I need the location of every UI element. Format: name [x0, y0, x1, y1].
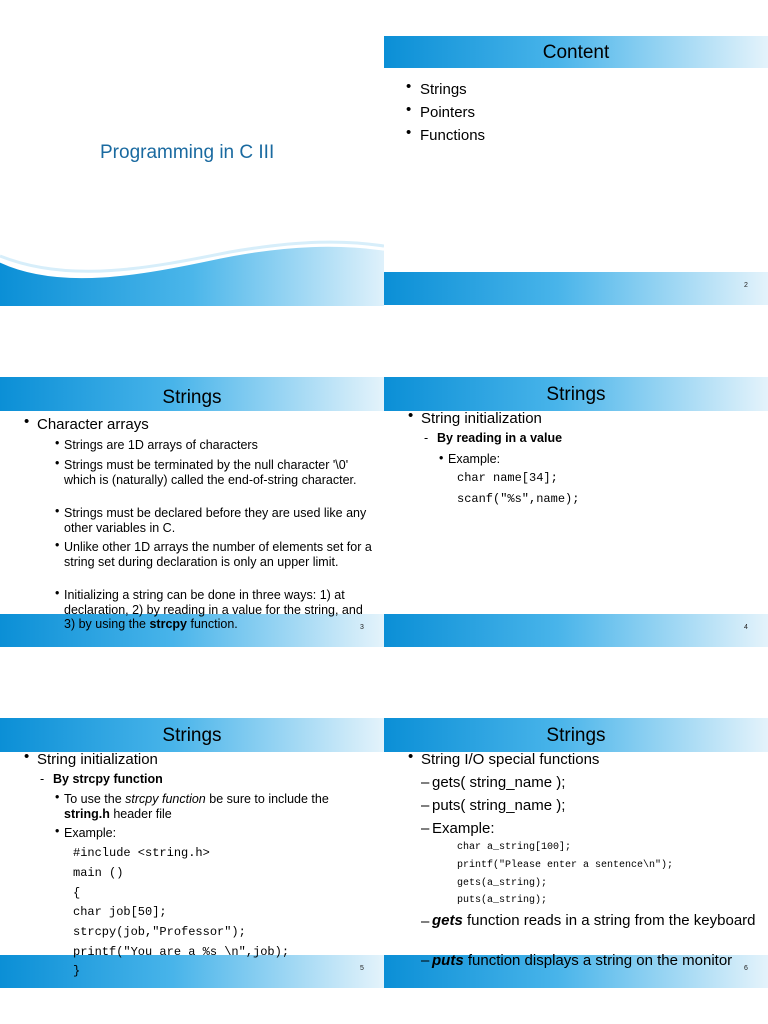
- item-gets-description: [432, 913, 762, 929]
- item-puts-description: [432, 952, 752, 969]
- page-number: 6: [744, 965, 748, 972]
- heading-character-arrays: Character arrays: [37, 416, 149, 433]
- code-line: char name[34];: [457, 471, 558, 485]
- item-three-ways: [64, 588, 374, 632]
- slide-5: [0, 682, 384, 988]
- heading-string-io: String I/O special functions: [421, 751, 600, 768]
- slide-4: [384, 341, 768, 647]
- code-line: printf("Please enter a sentence\n");: [457, 860, 674, 871]
- sub-by-reading: By reading in a value: [437, 431, 563, 445]
- wave-decoration: [0, 0, 384, 306]
- content-item-strings: Strings: [420, 81, 467, 98]
- item-include-header: [64, 792, 364, 821]
- three-ways-text: Initializing a string can be done in three ways: 1) at declaration, 2) by reading in a value for the string, and 3) by using the: [64, 588, 363, 631]
- slide-2: [384, 0, 768, 306]
- code-line: printf("You are a %s \n",job);: [73, 945, 290, 959]
- dash-marker: –: [421, 774, 430, 791]
- slide-3-title: Strings: [162, 387, 222, 408]
- content-item-functions: Functions: [420, 127, 486, 144]
- code-line: }: [73, 964, 81, 978]
- bullet-dot: •: [55, 456, 60, 470]
- string-h-term: string.h: [64, 806, 110, 821]
- dash-marker: –: [421, 913, 430, 930]
- dash-marker: –: [421, 952, 430, 969]
- sub-by-strcpy: By strcpy function: [53, 772, 163, 786]
- item-puts: puts( string_name );: [432, 797, 566, 814]
- code-line: {: [73, 886, 81, 900]
- bullet-dot: •: [55, 436, 60, 450]
- page-number: 2: [744, 282, 748, 289]
- footer-bar: [384, 614, 768, 647]
- puts-text: function displays a string on the monitor: [467, 952, 733, 969]
- slide-4-title: Strings: [546, 384, 606, 405]
- example-label: Example:: [64, 826, 117, 840]
- code-line: main (): [73, 866, 124, 880]
- item-1d-arrays: Strings are 1D arrays of characters: [64, 438, 258, 452]
- dash-marker: –: [421, 820, 430, 837]
- code-line: #include <string.h>: [73, 846, 210, 860]
- strcpy-function-term: strcpy function: [125, 792, 206, 806]
- code-line: char job[50];: [73, 905, 167, 919]
- dash-marker: -: [40, 772, 45, 786]
- function-word: function.: [190, 617, 238, 631]
- code-line: gets(a_string);: [457, 878, 548, 889]
- bullet-dot: •: [24, 413, 30, 430]
- bullet-dot: •: [55, 504, 60, 518]
- code-line: char a_string[100];: [457, 842, 572, 853]
- slide-3: [0, 341, 384, 647]
- bullet-dot: •: [55, 538, 60, 552]
- item-example: Example:: [432, 820, 495, 837]
- dash-marker: -: [424, 431, 429, 445]
- slide-1: [0, 0, 384, 306]
- heading-string-initialization: String initialization: [37, 751, 158, 768]
- strcpy-keyword: strcpy: [149, 617, 188, 631]
- content-item-pointers: Pointers: [420, 104, 476, 121]
- use-text: To use the: [64, 792, 122, 806]
- use-text: be sure to include the: [209, 792, 329, 806]
- slide-6: [384, 682, 768, 988]
- item-upper-limit: Unlike other 1D arrays the number of elements set for a string set during declaration is only an upper limit.: [64, 540, 372, 569]
- slide-2-title: Content: [542, 42, 610, 63]
- page-number: 3: [360, 624, 364, 631]
- slide-1-title: Programming in C III: [100, 142, 275, 163]
- heading-string-initialization: String initialization: [421, 410, 542, 427]
- page-number: 5: [360, 965, 364, 972]
- bullet-dot: •: [24, 748, 30, 765]
- bullet-dot: •: [55, 790, 60, 804]
- code-line: puts(a_string);: [457, 895, 548, 906]
- bullet-dot: •: [408, 407, 414, 424]
- code-line: strcpy(job,"Professor");: [73, 925, 246, 939]
- page-number: 4: [744, 624, 748, 631]
- use-text: header file: [113, 806, 172, 821]
- bullet-dot: •: [55, 824, 60, 838]
- item-declare-before-use: Strings must be declared before they are used like any other variables in C.: [64, 506, 367, 535]
- code-line: scanf("%s",name);: [457, 492, 580, 506]
- bullet-dot: •: [408, 748, 414, 765]
- example-label: Example:: [448, 452, 501, 466]
- bullet-dot: •: [406, 124, 412, 141]
- gets-text: function reads in a string from the keyboard: [467, 912, 756, 929]
- bullet-dot: •: [406, 101, 412, 118]
- footer-bar: [0, 955, 384, 988]
- bullet-dot: •: [406, 78, 412, 95]
- gets-keyword: gets: [432, 912, 463, 929]
- item-gets: gets( string_name );: [432, 774, 566, 791]
- puts-keyword: puts: [432, 952, 464, 969]
- footer-bar: [384, 272, 768, 305]
- dash-marker: –: [421, 797, 430, 814]
- bullet-dot: •: [439, 451, 444, 465]
- slide-5-title: Strings: [162, 725, 222, 746]
- item-null-terminated: Strings must be terminated by the null character '\0' which is (naturally) called the end-of-string character.: [64, 458, 357, 487]
- bullet-dot: •: [55, 586, 60, 600]
- slide-6-title: Strings: [546, 725, 606, 746]
